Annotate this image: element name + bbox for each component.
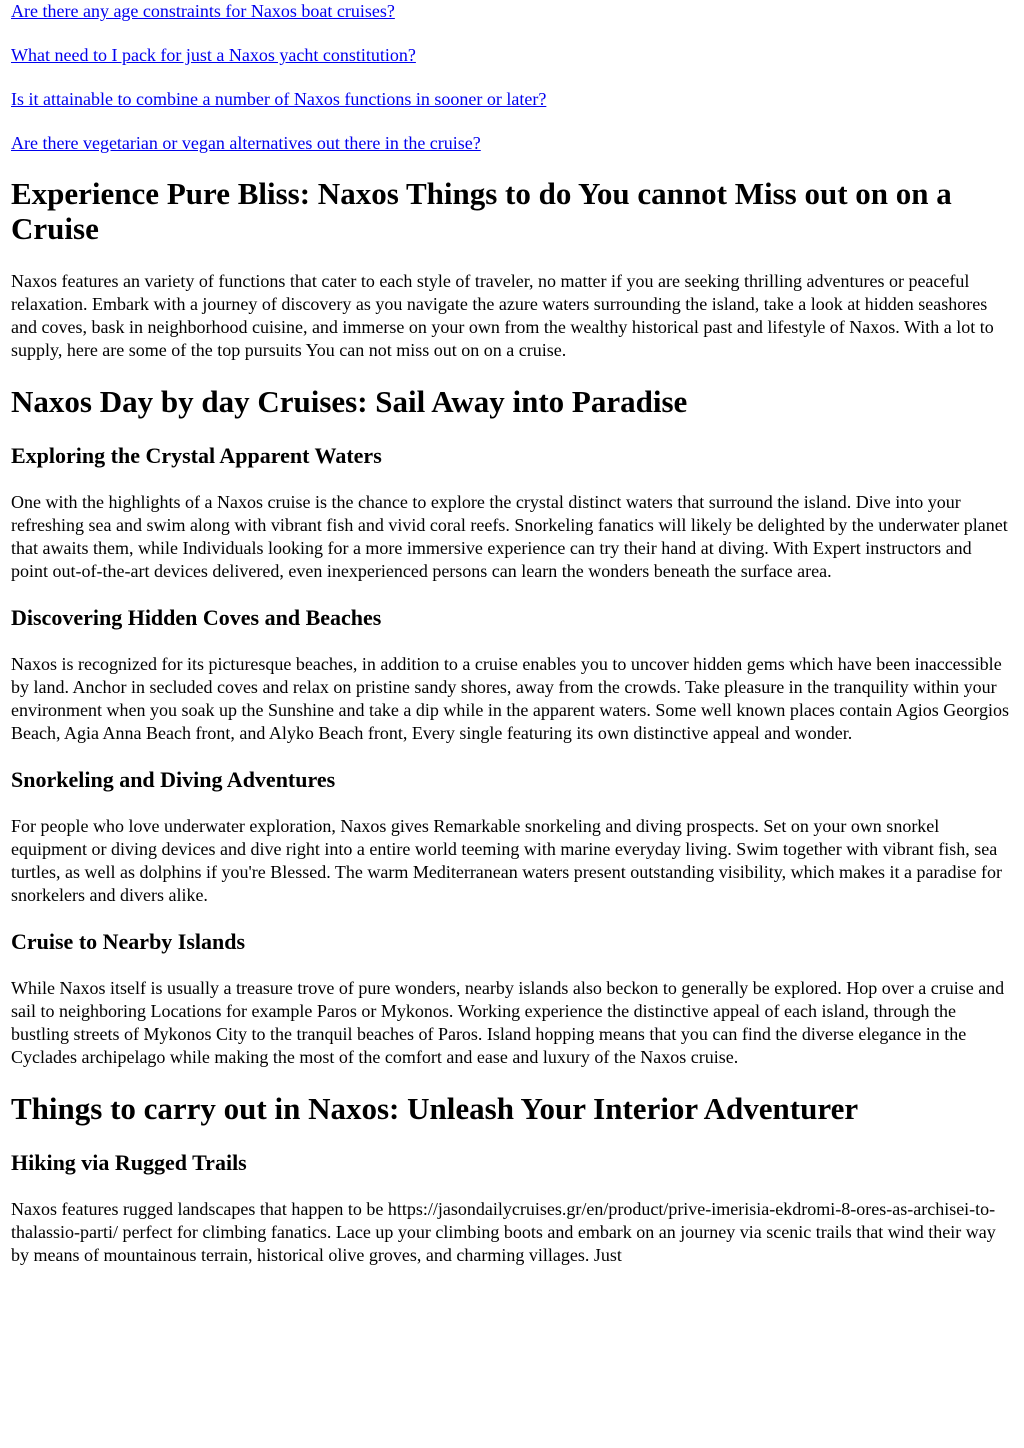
- subsection-paragraph: Naxos is recognized for its picturesque beaches, in addition to a cruise enables you to uncover hidden gems which have been inaccessible by land. Anchor in secluded coves and relax on pristine sandy shores, away from the crowds. Take pleasure in the tranquility within your environment when you soak up the Sunshine and take a dip while in the apparent waters. Some well known places contain Agios Georgios Beach, Agia Anna Beach front, and Alyko Beach front, Every single featuring its own distinctive appeal and wonder.: [11, 654, 1009, 743]
- section-heading: Things to carry out in Naxos: Unleash Your Interior Adventurer: [11, 1091, 859, 1126]
- subsection-heading: Snorkeling and Diving Adventures: [11, 767, 336, 792]
- subsection-heading: Exploring the Crystal Apparent Waters: [11, 443, 382, 468]
- faq-link-age-constraints[interactable]: Are there any age constraints for Naxos boat cruises?: [11, 1, 395, 21]
- subsection-paragraph: One with the highlights of a Naxos cruise is the chance to explore the crystal distinct waters that surround the island. Dive into your refreshing sea and swim along with vibrant fish and vivid coral reefs. Snorkeling fanatics will likely be delighted by the underwater planet that awaits them, while Individuals looking for a more immersive experience can try their hand at diving. With Expert instructors and point out-of-the-art devices delivered, even inexperienced persons can learn the wonders beneath the surface area.: [11, 492, 1008, 581]
- subsection-heading: Discovering Hidden Coves and Beaches: [11, 605, 382, 630]
- faq-link-vegetarian-options[interactable]: Are there vegetarian or vegan alternatives out there in the cruise?: [11, 133, 481, 153]
- faq-link-what-to-pack[interactable]: What need to I pack for just a Naxos yacht constitution?: [11, 45, 416, 65]
- subsection-paragraph: Naxos features rugged landscapes that happen to be https://jasondailycruises.gr/en/product/prive-imerisia-ekdromi-8-ores-as-archisei-to-thalassio-parti/ perfect for climbing fanatics. Lace up your climbing boots and embark on an journey via scenic trails that wind their way by means of mountainous terrain, historical olive groves, and charming villages. Just: [11, 1199, 996, 1265]
- faq-link-list: [11, 0, 1013, 154]
- subsection-heading: Hiking via Rugged Trails: [11, 1150, 247, 1175]
- section-daily-cruises: [11, 384, 1013, 1069]
- section-experience-pure-bliss: [11, 176, 1013, 362]
- section-heading: Naxos Day by day Cruises: Sail Away into Paradise: [11, 384, 688, 419]
- subsection-paragraph: While Naxos itself is usually a treasure trove of pure wonders, nearby islands also beckon to generally be explored. Hop over a cruise and sail to neighboring Locations for example Paros or Mykonos. Working experience the distinctive appeal of each island, through the bustling streets of Mykonos City to the tranquil beaches of Paros. Island hopping means that you can find the diverse elegance in the Cyclades archipelago while making the most of the comfort and ease and luxury of the Naxos cruise.: [11, 978, 1005, 1067]
- section-heading: Experience Pure Bliss: Naxos Things to do You cannot Miss out on on a Cruise: [11, 176, 952, 246]
- section-paragraph: Naxos features an variety of functions that cater to each style of traveler, no matter if you are seeking thrilling adventures or peaceful relaxation. Embark with a journey of discovery as you navigate the azure waters surrounding the island, take a look at hidden seashores and coves, bask in neighborhood cuisine, and immerse on your own from the wealthy historical past and lifestyle of Naxos. With a lot to supply, here are some of the top pursuits You can not miss out on on a cruise.: [11, 271, 994, 360]
- faq-link-combine-functions[interactable]: Is it attainable to combine a number of Naxos functions in sooner or later?: [11, 89, 547, 109]
- subsection-paragraph: For people who love underwater exploration, Naxos gives Remarkable snorkeling and diving prospects. Set on your own snorkel equipment or diving devices and dive right into a entire world teeming with marine everyday living. Swim together with vibrant fish, sea turtles, as well as dolphins if you're Blessed. The warm Mediterranean waters present outstanding visibility, which makes it a paradise for snorkelers and divers alike.: [11, 816, 1002, 905]
- section-things-to-do: [11, 1091, 1013, 1267]
- subsection-heading: Cruise to Nearby Islands: [11, 929, 246, 954]
